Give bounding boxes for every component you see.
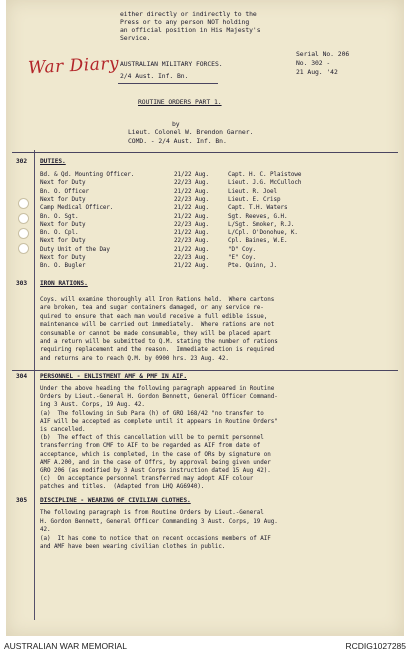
section-number: 302: [16, 158, 28, 165]
duty-person: L/Sgt. Smoker, R.J.: [228, 221, 295, 228]
duty-name: Next for Duty: [40, 196, 86, 203]
archive-id: RCDIG1027285: [345, 641, 406, 651]
org-name: AUSTRALIAN MILITARY FORCES.: [120, 60, 223, 68]
paragraph-line: GRO 206 (as modified by 3 Aust Corps instruction dated 15 Aug 42).: [40, 468, 271, 474]
paragraph-line: maintenance will be carried out immediately. Where rations are not: [40, 322, 275, 329]
war-diary-stamp: War Diary: [27, 53, 120, 79]
binder-hole: [18, 228, 29, 239]
duty-person: "E" Coy.: [228, 255, 256, 261]
section-rule-top: [12, 152, 398, 153]
paragraph-line: AIF will be accepted as complete until it appears in Routine Orders": [40, 418, 278, 425]
paragraph-line: Orders by Lieut.-General H. Gordon Bennett, General Officer Command-: [40, 394, 278, 401]
duty-date: 21/22 Aug.: [174, 246, 209, 253]
archive-name: AUSTRALIAN WAR MEMORIAL: [4, 641, 127, 651]
duty-date: 21/22 Aug.: [174, 205, 209, 212]
margin-rule: [34, 150, 35, 620]
duty-date: 22/23 Aug.: [174, 196, 209, 203]
duty-person: Capt. H. C. Plaistowe: [228, 172, 302, 178]
duty-name: Bn. O. Bugler: [40, 263, 86, 270]
paragraph-line: and a return will be submitted to Q.M. stating the number of rations: [40, 339, 278, 345]
duty-name: Bn. O. Officer: [40, 188, 89, 195]
duty-person: "D" Coy.: [228, 246, 256, 253]
paragraph-line: H. Gordon Bennett, General Officer Commanding 3 Aust. Corps, 19 Aug.: [40, 518, 278, 525]
document-title: ROUTINE ORDERS PART 1.: [138, 98, 222, 106]
binder-hole: [18, 198, 29, 209]
paragraph-line: requiring replacement and the reason. Immediate action is required: [40, 347, 275, 354]
paragraph-line: consumable or cannot be made consumable, they will be placed apart: [40, 330, 271, 337]
duty-person: Pte. Quinn, J.: [228, 263, 277, 270]
duty-person: Cpl. Baines, W.E.: [228, 238, 288, 245]
unit-name: 2/4 Aust. Inf. Bn.: [120, 72, 189, 80]
restriction-line-2: Press or to any person NOT holding: [120, 18, 250, 26]
section-heading: PERSONNEL - ENLISTMENT AMF & PMF IN AIF.: [40, 373, 188, 380]
commander-line: Lieut. Colonel W. Brendon Garner.: [128, 128, 254, 136]
paragraph-line: (b) The effect of this cancellation will be to permit personnel: [40, 435, 264, 442]
paragraph-line: Under the above heading the following paragraph appeared in Routine: [40, 386, 275, 392]
paragraph-line: is cancelled.: [40, 427, 86, 433]
command-line: COMD. - 2/4 Aust. Inf. Bn.: [128, 137, 227, 145]
binder-hole: [18, 243, 29, 254]
duty-name: Camp Medical Officer.: [40, 205, 114, 212]
duty-date: 21/22 Aug.: [174, 213, 209, 220]
order-date: 21 Aug. '42: [296, 68, 338, 76]
duty-person: Sgt. Reeves, G.H.: [228, 213, 288, 220]
duty-person: Capt. T.H. Waters: [228, 205, 288, 212]
paragraph-line: quired to ensure that each man would receive a full edible issue,: [40, 313, 268, 320]
duty-date: 22/23 Aug.: [174, 255, 209, 261]
paragraph-line: 42.: [40, 527, 51, 534]
order-number: No. 302 -: [296, 59, 331, 67]
duty-person: L/Cpl. O'Donohue, K.: [228, 230, 298, 237]
duty-name: Next for Duty: [40, 180, 86, 187]
by-word: by: [172, 120, 180, 128]
duty-date: 21/22 Aug.: [174, 188, 209, 195]
archive-footer: [0, 638, 412, 654]
duty-person: Lieut. E. Crisp: [228, 196, 281, 203]
duty-date: 21/22 Aug.: [174, 263, 209, 270]
duty-date: 22/23 Aug.: [174, 180, 209, 187]
serial-number: Serial No. 206: [296, 50, 350, 58]
paragraph-line: and AMF have been wearing civilian clothes in public.: [40, 544, 226, 551]
section-heading: DUTIES.: [40, 158, 66, 165]
header-rule: [118, 83, 218, 84]
document-page: [6, 0, 404, 636]
paragraph-line: The following paragraph is from Routine Orders by Lieut.-General: [40, 510, 264, 516]
paragraph-line: (a) The following in Sub Para (h) of GRO 168/42 "no transfer to: [40, 410, 264, 417]
section-heading: IRON RATIONS.: [40, 280, 88, 287]
restriction-line-3: an official position in His Majesty's: [120, 26, 261, 34]
duty-name: Bn. O. Cpl.: [40, 230, 79, 237]
paragraph-line: (c) On acceptance personnel transferred may adopt AIF colour: [40, 476, 254, 483]
duty-date: 22/23 Aug.: [174, 221, 209, 228]
duty-date: 21/22 Aug.: [174, 172, 209, 178]
paragraph-line: patches and titles. (Adapted from LHQ AG6940).: [40, 484, 205, 491]
duty-name: Bd. & Qd. Mounting Officer.: [40, 172, 135, 178]
restriction-line-1: either directly or indirectly to the: [120, 10, 257, 18]
section-rule: [12, 370, 398, 371]
duty-name: Duty Unit of the Day: [40, 246, 110, 253]
duty-person: Lieut. R. Joel: [228, 188, 277, 195]
duty-name: Next for Duty: [40, 221, 86, 228]
restriction-line-4: Service.: [120, 34, 151, 42]
duty-person: Lieut. J.G. McCulloch: [228, 180, 302, 187]
paragraph-line: Coys. will examine thoroughly all Iron Rations held. Where cartons: [40, 297, 275, 303]
paragraph-line: AMF A.200, and in the case of Offrs, by approval being given under: [40, 459, 271, 466]
duty-name: Bn. O. Sgt.: [40, 213, 79, 220]
paragraph-line: transferring from CMF to AIF to be regarded as AIF from date of: [40, 443, 261, 450]
paragraph-line: acceptance, which is completed, in the case of ORs by signature on: [40, 451, 271, 458]
duty-name: Next for Duty: [40, 255, 86, 261]
paragraph-line: and returns are to reach Q.M. by 0900 hrs. 23 Aug. 42.: [40, 355, 229, 362]
duty-date: 22/23 Aug.: [174, 238, 209, 245]
paragraph-line: ing 3 Aust. Corps, 19 Aug. 42.: [40, 402, 145, 409]
duty-date: 21/22 Aug.: [174, 230, 209, 237]
section-number: 305: [16, 497, 28, 504]
section-number: 303: [16, 280, 28, 287]
binder-hole: [18, 213, 29, 224]
paragraph-line: are broken, tea and sugar containers damaged, or any service re-: [40, 305, 264, 312]
paragraph-line: (a) It has come to notice that on recent occasions members of AIF: [40, 535, 271, 542]
section-number: 304: [16, 373, 28, 380]
section-heading: DISCIPLINE - WEARING OF CIVILIAN CLOTHES.: [40, 497, 191, 504]
duty-name: Next for Duty: [40, 238, 86, 245]
